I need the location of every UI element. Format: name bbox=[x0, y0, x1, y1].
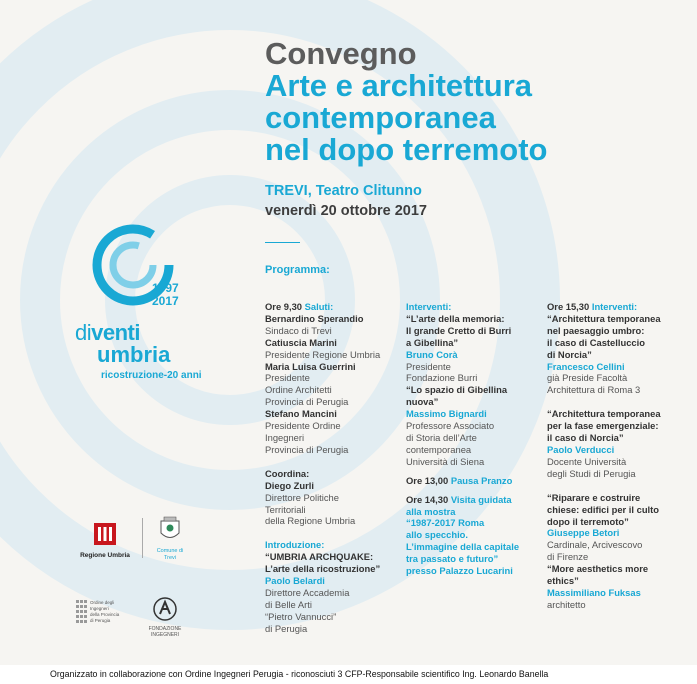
logo-umbria: umbria bbox=[97, 342, 171, 367]
footer bbox=[0, 665, 697, 684]
regione-umbria-label: Regione Umbria bbox=[80, 552, 130, 559]
svg-text:di Perugia: di Perugia bbox=[90, 618, 111, 623]
regione-umbria-logo bbox=[70, 523, 140, 559]
programme-column-1: Ore 9,30 Saluti: Bernardino Sperandio Sindaco di Trevi Catiuscia Marini Presidente Regione Umbria Maria Luisa Guerrini Presidente Ordine Architetti Provincia di Perugia Stefano Mancini Presidente Ordine Ingegneri Provincia di Perugia Coordina: Diego Zurli Direttore Politiche Territoriali della Regione Umbria Introduzione: “UMBRIA ARCHQUAKE: L’arte della ricostruzione” Paolo Belardi Direttore Accademia di Belle Arti “Pietro Vannucci” di Perugia bbox=[265, 301, 381, 634]
svg-text:Ordine degli: Ordine degli bbox=[90, 600, 115, 605]
footer-text: Organizzato in collaborazione con Ordine Ingegneri Perugia - riconosciuti 3 CFP-Responsabile scientifico Ing. Leonardo Banella bbox=[50, 669, 549, 679]
title-line-2: contemporanea bbox=[265, 100, 496, 135]
comune-crest-icon bbox=[158, 515, 182, 543]
logo-subtitle: ricostruzione-20 anni bbox=[101, 370, 202, 381]
programme-column-3: Ore 15,30 Interventi: “Architettura temporanea nel paesaggio umbro: il caso di Castelluccio di Norcia” Francesco Cellini già Preside Facoltà Architettura di Roma 3 “Architettura temporanea per la fase emergenziale: il caso di Norcia” Paolo Verducci Docente Università degli Studi di Perugia “Riparare e costruire chiese: edifici per il culto dopo il terremoto” Giuseppe Betori Cardinale, Arcivescovo di Firenze “More aesthetics more ethics” Massimiliano Fuksas architetto bbox=[547, 301, 661, 610]
event-date: venerdì 20 ottobre 2017 bbox=[265, 203, 427, 219]
header bbox=[265, 38, 547, 166]
venue: TREVI, Teatro Clitunno bbox=[265, 183, 422, 199]
header-kicker: Convegno bbox=[265, 36, 417, 71]
fondazione-ingegneri-logo: FONDAZIONE INGEGNERI bbox=[140, 597, 190, 638]
logo-divider bbox=[142, 518, 143, 558]
logo-years: 1997 2017 bbox=[152, 281, 179, 308]
logo-diventi: diventi bbox=[75, 320, 140, 345]
comune-trevi-logo: Comune di Trevi bbox=[150, 515, 190, 562]
fondazione-emblem-icon bbox=[152, 597, 178, 621]
programme-label: Programma: bbox=[265, 264, 330, 276]
programme-column-2: Interventi: “L’arte della memoria: Il grande Cretto di Burri a Gibellina” Bruno Corà Presidente Fondazione Burri “Lo spazio di Gibellina nuova” Massimo Bignardi Professore Associato di Storia dell’Arte contemporanea Università di Siena Ore 13,00 Pausa Pranzo Ore 14,30 Visita guidata alla mostra “1987-2017 Roma allo specchio. L’immagine della capitale tra passato e futuro” presso Palazzo Lucarini bbox=[406, 301, 520, 577]
title-line-1: Arte e architettura bbox=[265, 68, 533, 103]
divider bbox=[265, 242, 300, 243]
ordine-ingegneri-emblem-icon bbox=[76, 598, 136, 626]
svg-text:della Provincia: della Provincia bbox=[90, 612, 120, 617]
regione-umbria-emblem-icon bbox=[94, 523, 116, 545]
svg-text:Ingegneri: Ingegneri bbox=[90, 606, 109, 611]
title-line-3: nel dopo terremoto bbox=[265, 132, 548, 167]
ordine-ingegneri-logo bbox=[76, 598, 136, 631]
